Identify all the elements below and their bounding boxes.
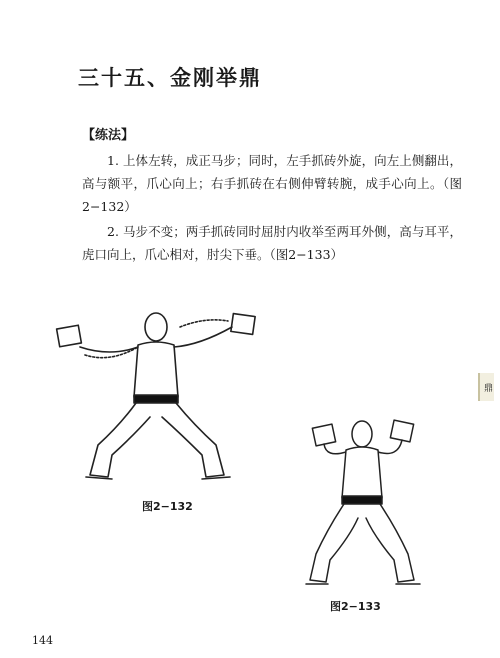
figure-2-133-caption: 图2−133 [330,600,381,613]
figure-2-132-caption: 图2−132 [142,500,193,513]
section-heading: 【练法】 [82,128,135,143]
paragraph-2: 2. 马步不变；两手抓砖同时屈肘内收举至两耳外侧，高与耳平，虎口向上，爪心相对，肘尖下垂。（图2−133） [82,224,462,262]
figure-2-133-illustration [298,408,438,596]
paragraph-1: 1. 上体左转，成正马步；同时，左手抓砖外旋，向左上侧翻出，高与额平，爪心向上；右手抓砖在右侧伸臂转腕，成手心向上。（图2−132） [82,153,462,214]
side-tab: 鼎 [478,373,494,401]
page-title: 三十五、金刚举鼎 [78,65,262,90]
page-number: 144 [32,634,53,647]
figure-2-132-illustration [50,305,270,495]
